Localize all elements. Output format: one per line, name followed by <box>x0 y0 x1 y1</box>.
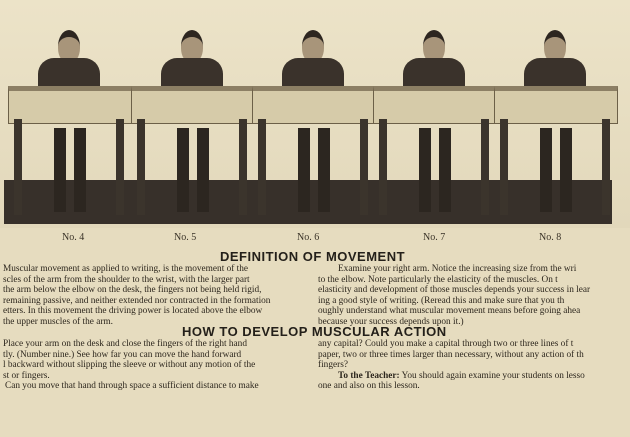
definition-text-left: Muscular movement as applied to writing, is the movement of the scles of the arm from the shoulder to the wrist, with the larger part the arm below the elbow on the desk, the fingers not being held rigid, remaining passive, and neither extended nor contracted in the formation etters. In this movement the driving power is located above the elbow the upper muscles of the arm. <box>3 264 271 327</box>
heading-how-to-develop: HOW TO DEVELOP MUSCULAR ACTION <box>182 324 447 339</box>
caption-no-4: No. 4 <box>62 232 85 243</box>
develop-text-left: Place your arm on the desk and close the fingers of the right hand tly. (Number nine.) See how far you can move the hand forward l backward without slipping the sleeve or without any motion of the st or fingers. Can you move that hand through space a sufficient distance to make <box>3 339 259 392</box>
student-figure <box>252 24 372 224</box>
student-figure <box>8 24 128 224</box>
student-figure <box>373 24 493 224</box>
develop-text-right: any capital? Could you make a capital through two or three lines of t paper, two or three times larger than necessary, without any action of th fingers? To the Teacher: You should again examine your students on lesso one and also on this lesson. <box>318 339 585 392</box>
teacher-label: To the Teacher: <box>338 370 400 381</box>
student-figure <box>131 24 251 224</box>
heading-definition-of-movement: DEFINITION OF MOVEMENT <box>220 249 406 264</box>
caption-no-6: No. 6 <box>297 232 320 243</box>
caption-no-7: No. 7 <box>423 232 446 243</box>
caption-no-8: No. 8 <box>539 232 562 243</box>
student-figure <box>494 24 614 224</box>
definition-text-right: Examine your right arm. Notice the increasing size from the wri to the elbow. Note particularly the elasticity of the muscles. On t elasticity and development of those muscles depends your success in lear ing a good style of writing. (Reread this and make sure that you th oughly understand what muscular movement means before going ahea because your success depends upon it.) <box>318 264 591 327</box>
caption-no-5: No. 5 <box>174 232 197 243</box>
